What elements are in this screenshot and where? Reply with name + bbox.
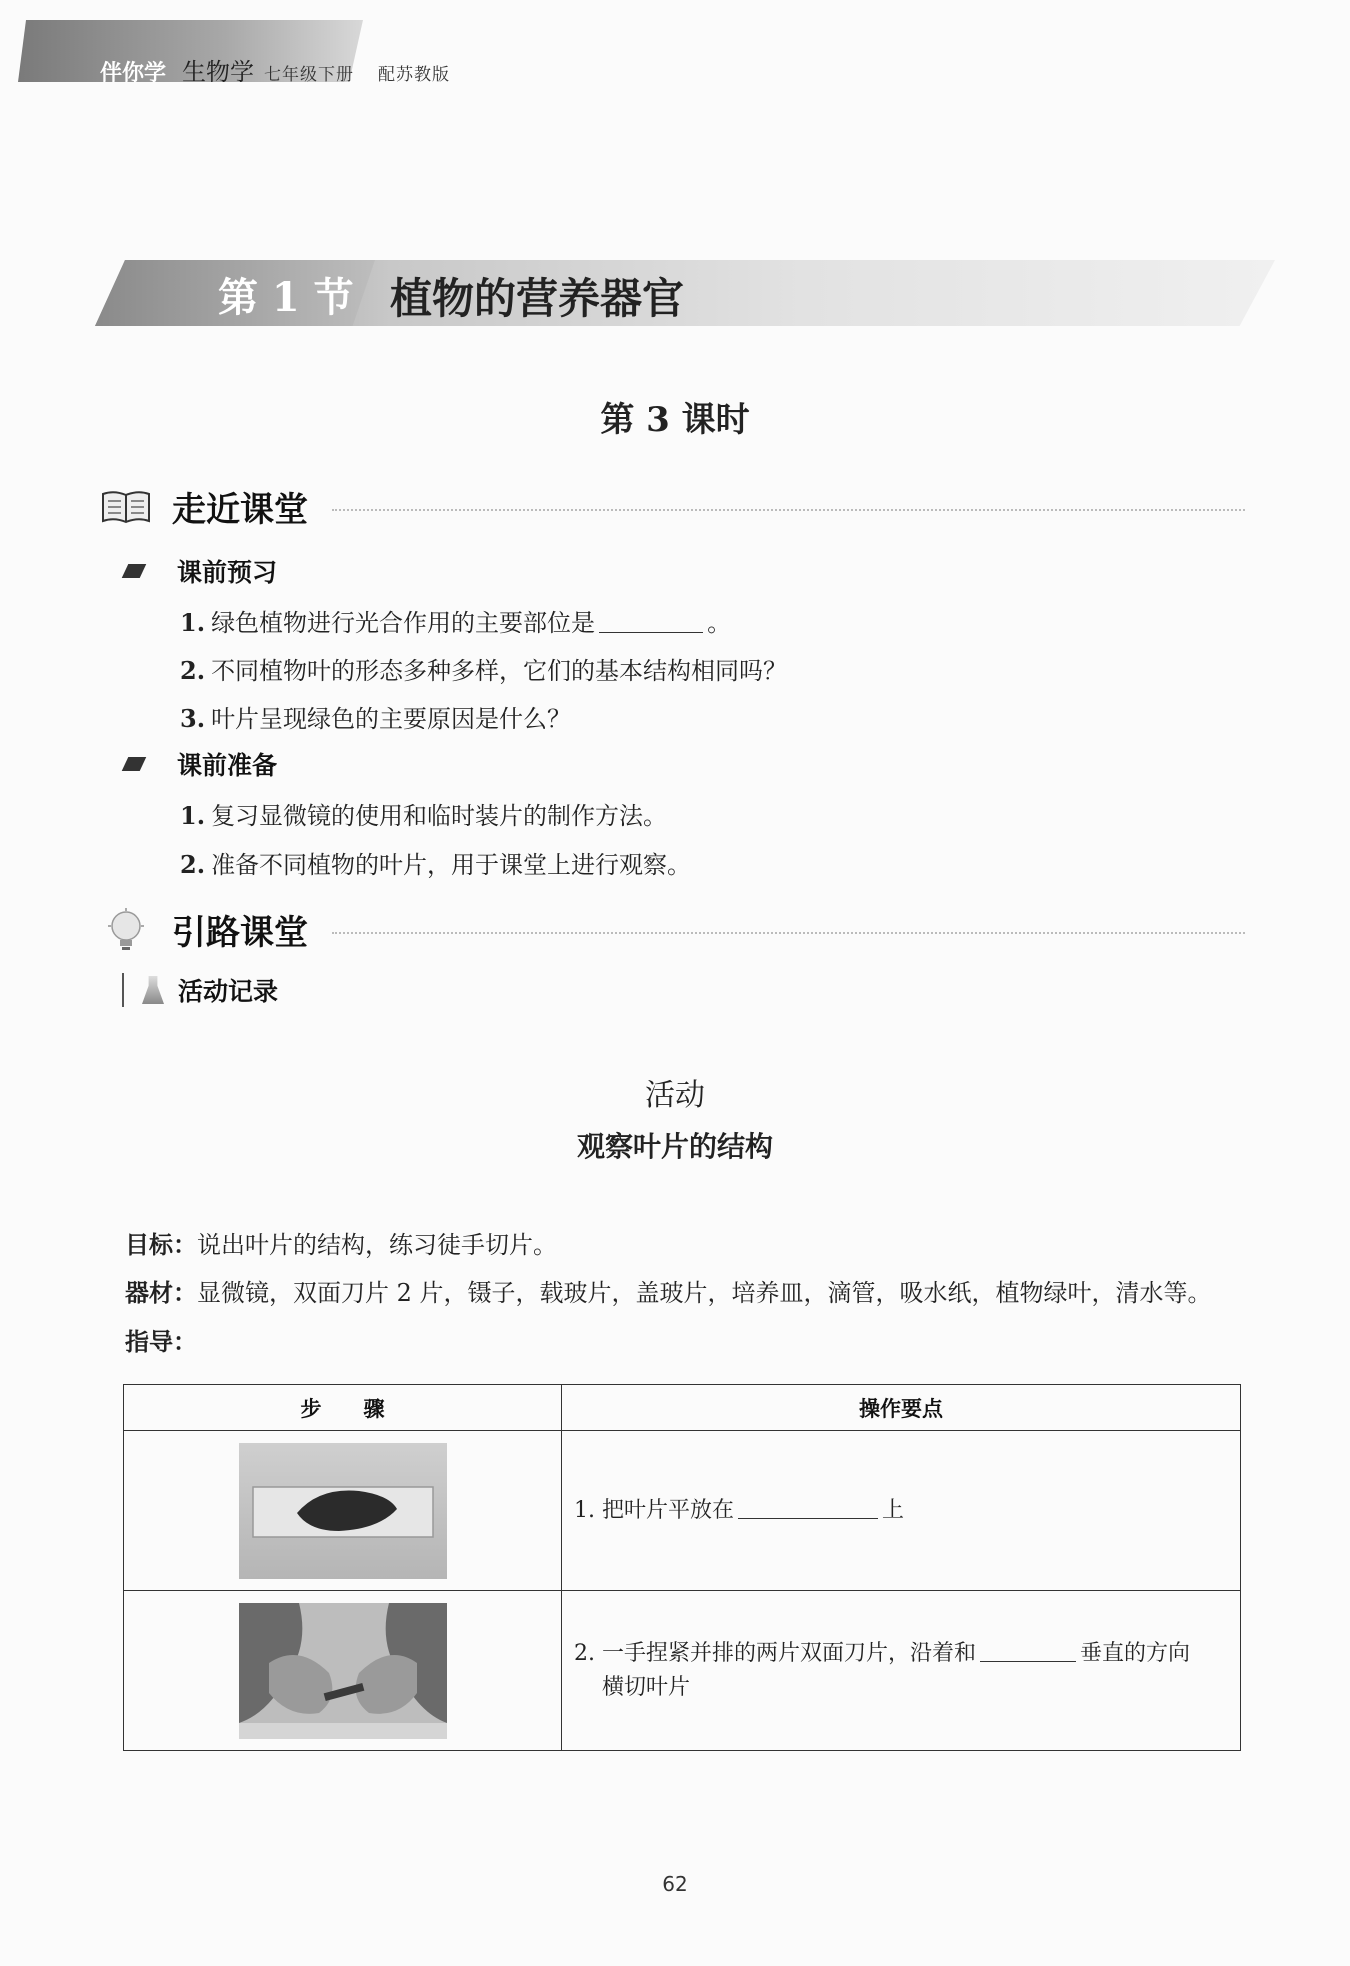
book-icon <box>100 487 152 527</box>
answer-blank[interactable] <box>738 1497 878 1519</box>
prepare-item-1: 1. 复习显微镜的使用和临时装片的制作方法。 <box>180 801 668 830</box>
vertical-bar <box>122 973 124 1007</box>
header-grade: 七年级下册 <box>264 65 355 85</box>
step-cell <box>124 1431 562 1591</box>
page-number: 62 <box>662 1872 688 1896</box>
header-points: 操作要点 <box>562 1385 1241 1431</box>
section-title: 植物的营养器官 <box>390 274 685 323</box>
table-row <box>124 1591 1241 1751</box>
running-header <box>100 52 450 87</box>
subhead-preview <box>125 553 277 589</box>
section-number: 第 1 节 <box>218 274 354 321</box>
lightbulb-icon <box>100 910 152 950</box>
subhead-label: 课前预习 <box>177 558 278 587</box>
subhead-label: 课前准备 <box>177 751 278 780</box>
module-label: 走近课堂 <box>172 490 308 530</box>
subhead-marker <box>122 757 147 771</box>
activity-record-label: 活动记录 <box>178 977 279 1006</box>
preview-item-3: 3. 叶片呈现绿色的主要原因是什么？ <box>180 704 572 733</box>
header-steps: 步 骤 <box>124 1385 562 1431</box>
header-edition: 配苏教版 <box>378 65 451 85</box>
prepare-item-2: 2. 准备不同植物的叶片，用于课堂上进行观察。 <box>180 850 692 879</box>
activity-word: 活动 <box>645 1078 705 1113</box>
preview-item-2: 2. 不同植物叶的形态多种多样，它们的基本结构相同吗？ <box>180 656 788 685</box>
answer-blank[interactable] <box>980 1640 1076 1662</box>
dotted-rule <box>332 932 1245 934</box>
subhead-marker <box>122 564 147 578</box>
preview-item-1: 1. 绿色植物进行光合作用的主要部位是 。 <box>180 608 732 637</box>
module-label: 引路课堂 <box>172 913 308 953</box>
leaf-on-slide-photo <box>239 1443 447 1579</box>
answer-blank[interactable] <box>599 611 703 633</box>
header-subject: 生物学 <box>182 58 255 86</box>
table-row <box>124 1431 1241 1591</box>
table-header-row <box>124 1385 1241 1431</box>
activity-name: 观察叶片的结构 <box>576 1130 773 1163</box>
subhead-prepare <box>125 746 277 782</box>
goal-line: 目标：说出叶片的结构，练习徒手切片。 <box>125 1231 557 1259</box>
steps-table <box>123 1384 1241 1751</box>
materials-line: 器材：显微镜，双面刀片 2 片，镊子，载玻片，盖玻片，培养皿，滴管，吸水纸，植物绿叶，清水等。 <box>125 1279 1212 1307</box>
hands-cutting-leaf-photo <box>239 1603 447 1739</box>
dotted-rule <box>332 509 1245 511</box>
guide-line: 指导： <box>125 1328 197 1356</box>
step-cell <box>124 1591 562 1751</box>
header-brand: 伴你学 <box>100 61 167 86</box>
flask-icon <box>142 976 164 1004</box>
point-cell: 1. 把叶片平放在 上 <box>562 1431 1241 1591</box>
module-heading-zoujin <box>100 482 1245 531</box>
activity-record-heading <box>122 972 278 1008</box>
lesson-title: 第 3 课时 <box>600 400 750 440</box>
point-cell: 2. 一手捏紧并排的两片双面刀片，沿着和 垂直的方向 横切叶片 <box>562 1591 1241 1751</box>
module-heading-yinlu <box>100 905 1245 954</box>
